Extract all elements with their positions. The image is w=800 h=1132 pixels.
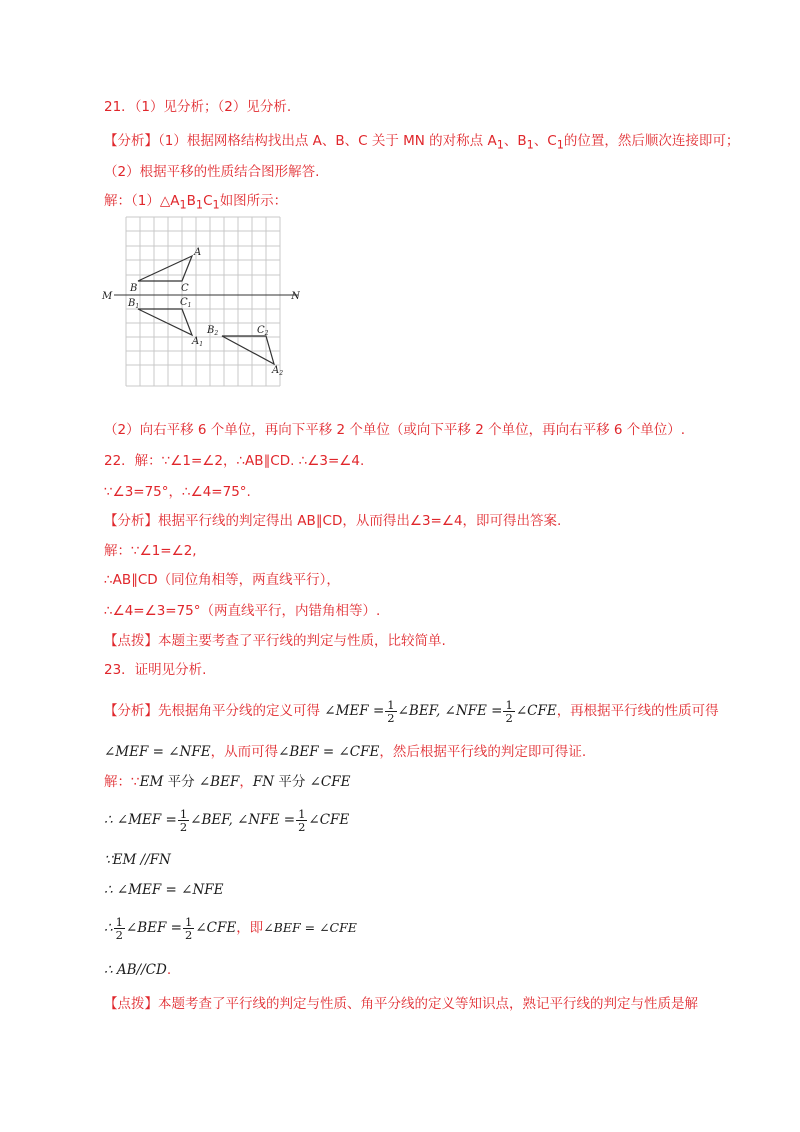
label-c2: $C_2$ <box>257 325 269 337</box>
q21-answer: 21．（1）见分析；（2）见分析. <box>104 99 292 115</box>
q23-analysis-1: 【分析】先根据角平分线的定义可得 ∠MEF = $\frac{1}{2}$ ∠BEF, ∠NFE = $\frac{1}{2}$ ∠CFE，再根据平行线的性质可得 <box>104 697 719 725</box>
label-a2: $A_2$ <box>272 365 284 377</box>
q22-line2: ∵∠3=75°，∴∠4=75°. <box>104 484 251 500</box>
q21-analysis-2: （2）根据平移的性质结合图形解答. <box>104 164 320 180</box>
fraction-half: $\frac{1}{2}$ <box>505 697 513 725</box>
q23-solution-5: ∴ $\frac{1}{2}$ ∠BEF = $\frac{1}{2}$ ∠CFE，即∠BEF = ∠CFE <box>104 914 357 942</box>
q23-comment: 【点拨】本题考查了平行线的判定与性质、角平分线的定义等知识点，熟记平行线的判定与性质是解 <box>104 996 698 1012</box>
q22-analysis: 【分析】根据平行线的判定得出 AB∥CD，从而得出∠3=∠4，即可得出答案. <box>104 513 562 529</box>
q22-comment: 【点拨】本题主要考查了平行线的判定与性质，比较简单. <box>104 633 446 649</box>
fraction-half: $\frac{1}{2}$ <box>298 806 306 834</box>
q22-solution-2: ∴AB∥CD（同位角相等，两直线平行）， <box>104 572 340 588</box>
q23-solution-4: ∴ ∠MEF = ∠NFE <box>104 882 224 898</box>
label-a: A <box>194 247 202 258</box>
q21-solution-1: 解：$(1)\triangle A_1B_1C_1$如图所示： <box>104 193 288 212</box>
q23-solution-3: ∵EM //FN <box>104 852 171 868</box>
q22-solution-3: ∴∠4=∠3=75°（两直线平行，内错角相等）. <box>104 603 381 619</box>
label-b2: $B_2$ <box>207 325 219 337</box>
fraction-half: $\frac{1}{2}$ <box>184 914 193 942</box>
q23-solution-1: 解：∵EM 平分 ∠BEF，FN 平分 ∠CFE <box>104 774 351 790</box>
fraction-half: $\frac{1}{2}$ <box>115 914 123 942</box>
fraction-half: $\frac{1}{2}$ <box>179 806 188 834</box>
q22-solution-1: 解：∵∠1=∠2, <box>104 543 197 559</box>
q23-analysis-2: ∠MEF = ∠NFE，从而可得∠BEF = ∠CFE，然后根据平行线的判定即可得证. <box>104 744 587 760</box>
q23-solution-2: ∴ ∠MEF = $\frac{1}{2}$ ∠BEF, ∠NFE = $\frac{1}{2}$ ∠CFE <box>104 806 350 834</box>
q21-part2: （2）向右平移 6 个单位，再向下平移 2 个单位（或向下平移 2 个单位，再向右平移 6 个单位）. <box>104 422 686 438</box>
q23-solution-6: ∴ AB//CD. <box>104 962 172 978</box>
label-b: B <box>130 283 138 294</box>
symmetry-grid-figure <box>100 213 300 390</box>
label-n: N <box>291 291 300 302</box>
label-m: M <box>102 291 113 302</box>
label-c: C <box>181 283 189 294</box>
triangle-a1b1c1 <box>138 309 192 335</box>
q21-analysis: 【分析】（1）根据网格结构找出点 A、B、C 关于 MN 的对称点 $A_1$、$B_1$、$C_1$的位置，然后顺次连接即可； <box>104 133 740 152</box>
q22-line1: 22．解：∵∠1=∠2，∴AB∥CD. ∴∠3=∠4. <box>104 453 365 469</box>
label-a1: $A_1$ <box>192 336 204 348</box>
grid-lines <box>126 217 280 386</box>
label-b1: $B_1$ <box>128 298 140 310</box>
label-c1: $C_1$ <box>180 297 192 309</box>
fraction-half: $\frac{1}{2}$ <box>387 697 395 725</box>
q23-answer: 23．证明见分析. <box>104 662 207 678</box>
